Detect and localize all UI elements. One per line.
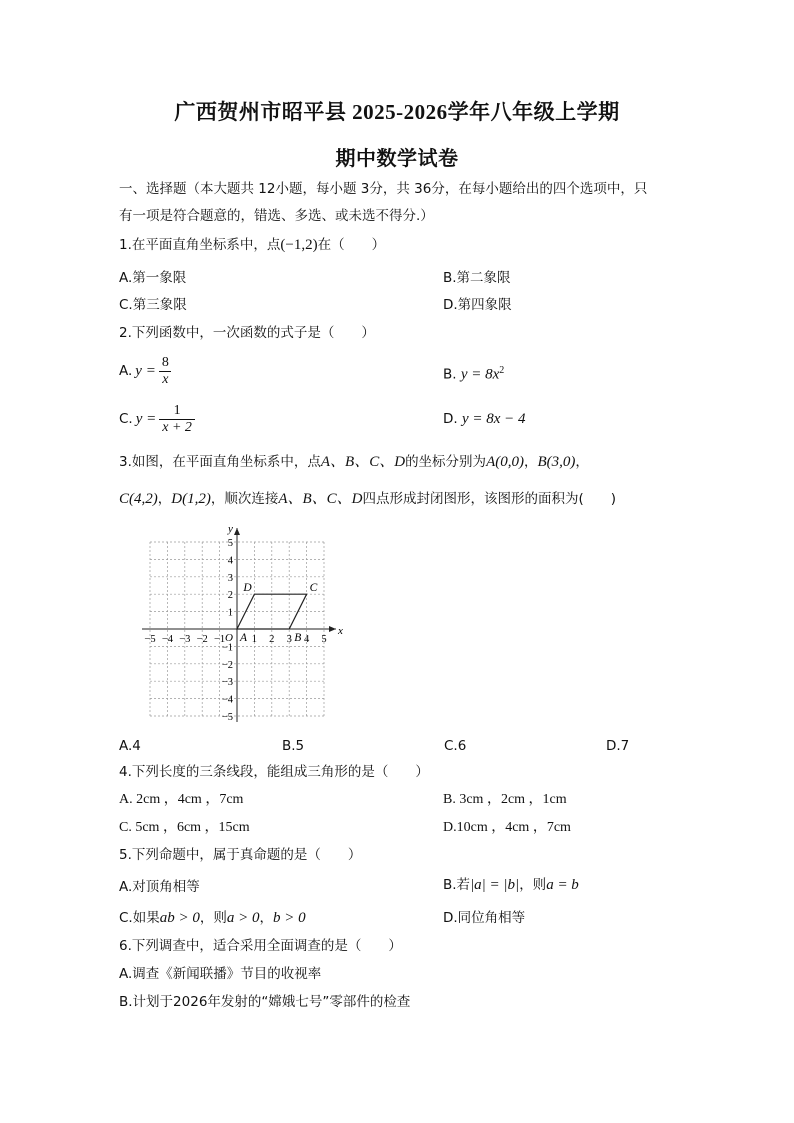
q1-option-c: C.第三象限 — [119, 297, 187, 313]
q3-sep1: ， — [523, 454, 538, 470]
y-tick-label: 2 — [227, 590, 233, 602]
y-tick-label: −5 — [221, 712, 233, 723]
q5-b-math: |a| = |b| — [470, 877, 520, 893]
q2-option-a — [119, 351, 175, 391]
x-tick-label: −2 — [196, 634, 208, 645]
q6-option-b: B.计划于2026年发射的“嫦娥七号”零部件的检查 — [119, 994, 411, 1010]
q1-option-a: A.第一象限 — [119, 270, 187, 286]
q5-option-d: D.同位角相等 — [443, 910, 526, 926]
q2-c-label: C. — [119, 411, 133, 427]
q3-option-b: B.5 — [282, 738, 305, 754]
y-tick-label: 4 — [227, 555, 233, 567]
y-tick-label: −4 — [221, 694, 233, 706]
x-tick-label: 4 — [303, 634, 310, 645]
q1-prefix: 1.在平面直角坐标系中，点 — [119, 237, 281, 253]
x-axis-label: x — [338, 625, 343, 637]
q5-c-math3: b > 0 — [272, 910, 306, 926]
q3-line2 — [119, 490, 616, 508]
q2-a-fraction: $\frac{8}{x}$ — [159, 355, 172, 388]
q1-suffix: 在（ ） — [317, 237, 386, 253]
q5-c-math1: ab > 0 — [159, 910, 200, 926]
point-label-c: C — [309, 582, 318, 595]
q1-option-d: D.第四象限 — [443, 297, 512, 313]
point-label-b: B — [294, 632, 302, 644]
y-tick-label: −1 — [221, 642, 233, 654]
x-tick-label: 5 — [321, 634, 327, 645]
q3-coord-b: B(3,0) — [537, 454, 576, 470]
q2-b-exponent: 2 — [499, 365, 505, 376]
q3-line2-text-a: ，顺次连接 — [210, 491, 279, 507]
q2-a-label: A. — [119, 363, 133, 379]
section1-line1: 一、选择题（本大题共 12小题，每小题 3分，共 36分，在每小题给出的四个选项中，只 — [119, 181, 648, 197]
exam-title-line2: 期中数学试卷 — [335, 148, 459, 170]
q1-stem — [119, 236, 385, 254]
q5-stem: 5.下列命题中，属于真命题的是（ ） — [119, 847, 362, 863]
q6-option-a: A.调查《新闻联播》节目的收视率 — [119, 966, 322, 982]
q2-d-label: D. — [443, 411, 458, 427]
q4-stem: 4.下列长度的三条线段，能组成三角形的是（ ） — [119, 764, 429, 780]
q5-b-text-b: ，则 — [519, 877, 547, 893]
q4-option-a: A. 2cm ，4cm ，7cm — [119, 792, 244, 807]
y-axis-arrow — [234, 528, 240, 535]
q1-option-b: B.第二象限 — [443, 270, 511, 286]
x-tick-label: 2 — [269, 634, 275, 645]
y-tick-label: −3 — [221, 677, 233, 689]
coordinate-graph — [118, 522, 343, 734]
q5-b-text-a: B.若 — [443, 877, 471, 893]
x-tick-label: 3 — [286, 634, 292, 645]
q2-option-d — [443, 410, 526, 428]
q2-stem: 2.下列函数中，一次函数的式子是（ ） — [119, 325, 375, 341]
q3-line1 — [119, 453, 589, 471]
q5-c-math2: a > 0 — [226, 910, 260, 926]
q5-c-text-a: C.如果 — [119, 910, 160, 926]
x-axis-arrow — [329, 626, 336, 632]
point-label-d: D — [243, 582, 252, 595]
q6-stem: 6.下列调查中，适合采用全面调查的是（ ） — [119, 938, 402, 954]
q3-sep2: ， — [575, 454, 589, 470]
q3-line1-text-a: 3.如图，在平面直角坐标系中，点 — [119, 454, 321, 470]
q5-option-b — [443, 876, 579, 894]
q5-c-text-c: ， — [259, 910, 273, 926]
q3-coord-c: C(4,2) — [119, 491, 158, 507]
q3-line2-points: A、B、C、D — [278, 491, 363, 507]
q3-line2-text-b: 四点形成封闭图形，该图形的面积为( ) — [362, 491, 617, 507]
q2-c-lhs: y = — [135, 411, 157, 427]
q3-option-d: D.7 — [606, 738, 630, 754]
q3-line1-points: A、B、C、D — [320, 454, 406, 470]
q3-coord-d: D(1,2) — [171, 491, 211, 507]
q1-point: (−1,2) — [280, 237, 318, 253]
q3-coord-a: A(0,0) — [486, 454, 524, 470]
point-label-a: A — [240, 632, 248, 644]
q5-b-math2: a = b — [546, 877, 579, 893]
q2-option-b — [443, 362, 504, 384]
q4-option-c: C. 5cm ，6cm ，15cm — [119, 820, 250, 835]
x-tick-label: −5 — [144, 634, 156, 645]
q4-option-b: B. 3cm ，2cm ，1cm — [443, 792, 567, 807]
origin-label: O — [225, 632, 233, 644]
y-tick-label: 5 — [227, 538, 233, 549]
x-tick-label: −3 — [179, 634, 191, 645]
q2-b-expr: y = 8x — [460, 366, 500, 383]
q2-b-label: B. — [443, 366, 457, 383]
q3-option-a: A.4 — [119, 738, 141, 754]
y-tick-label: 1 — [227, 607, 233, 619]
q2-d-expr: y = 8x − 4 — [461, 411, 526, 427]
q3-sep3: ， — [157, 491, 172, 507]
q2-a-lhs: y = — [135, 363, 156, 379]
y-tick-label: 3 — [227, 572, 233, 584]
x-tick-label: −1 — [214, 634, 226, 645]
q5-option-c — [119, 909, 306, 927]
q5-c-text-b: ，则 — [199, 910, 227, 926]
q3-option-c: C.6 — [444, 738, 467, 754]
q2-option-c — [119, 399, 198, 439]
section1-line2: 有一项是符合题意的，错选、多选、或未选不得分.） — [119, 208, 434, 224]
q2-c-fraction: $\frac{1}{x + 2}$ — [159, 403, 195, 436]
q3-line1-text-b: 的坐标分别为 — [405, 454, 487, 470]
exam-title-line1: 广西贺州市昭平县 2025-2026学年八年级上学期 — [174, 100, 620, 124]
x-tick-label: −4 — [161, 634, 173, 645]
x-tick-label: 1 — [251, 634, 258, 645]
q5-option-a: A.对顶角相等 — [119, 879, 200, 895]
q4-option-d: D.10cm ，4cm ，7cm — [443, 820, 571, 835]
y-axis-label: y — [228, 523, 233, 535]
graph-tick-labels — [144, 523, 343, 723]
y-tick-label: −2 — [221, 659, 233, 671]
